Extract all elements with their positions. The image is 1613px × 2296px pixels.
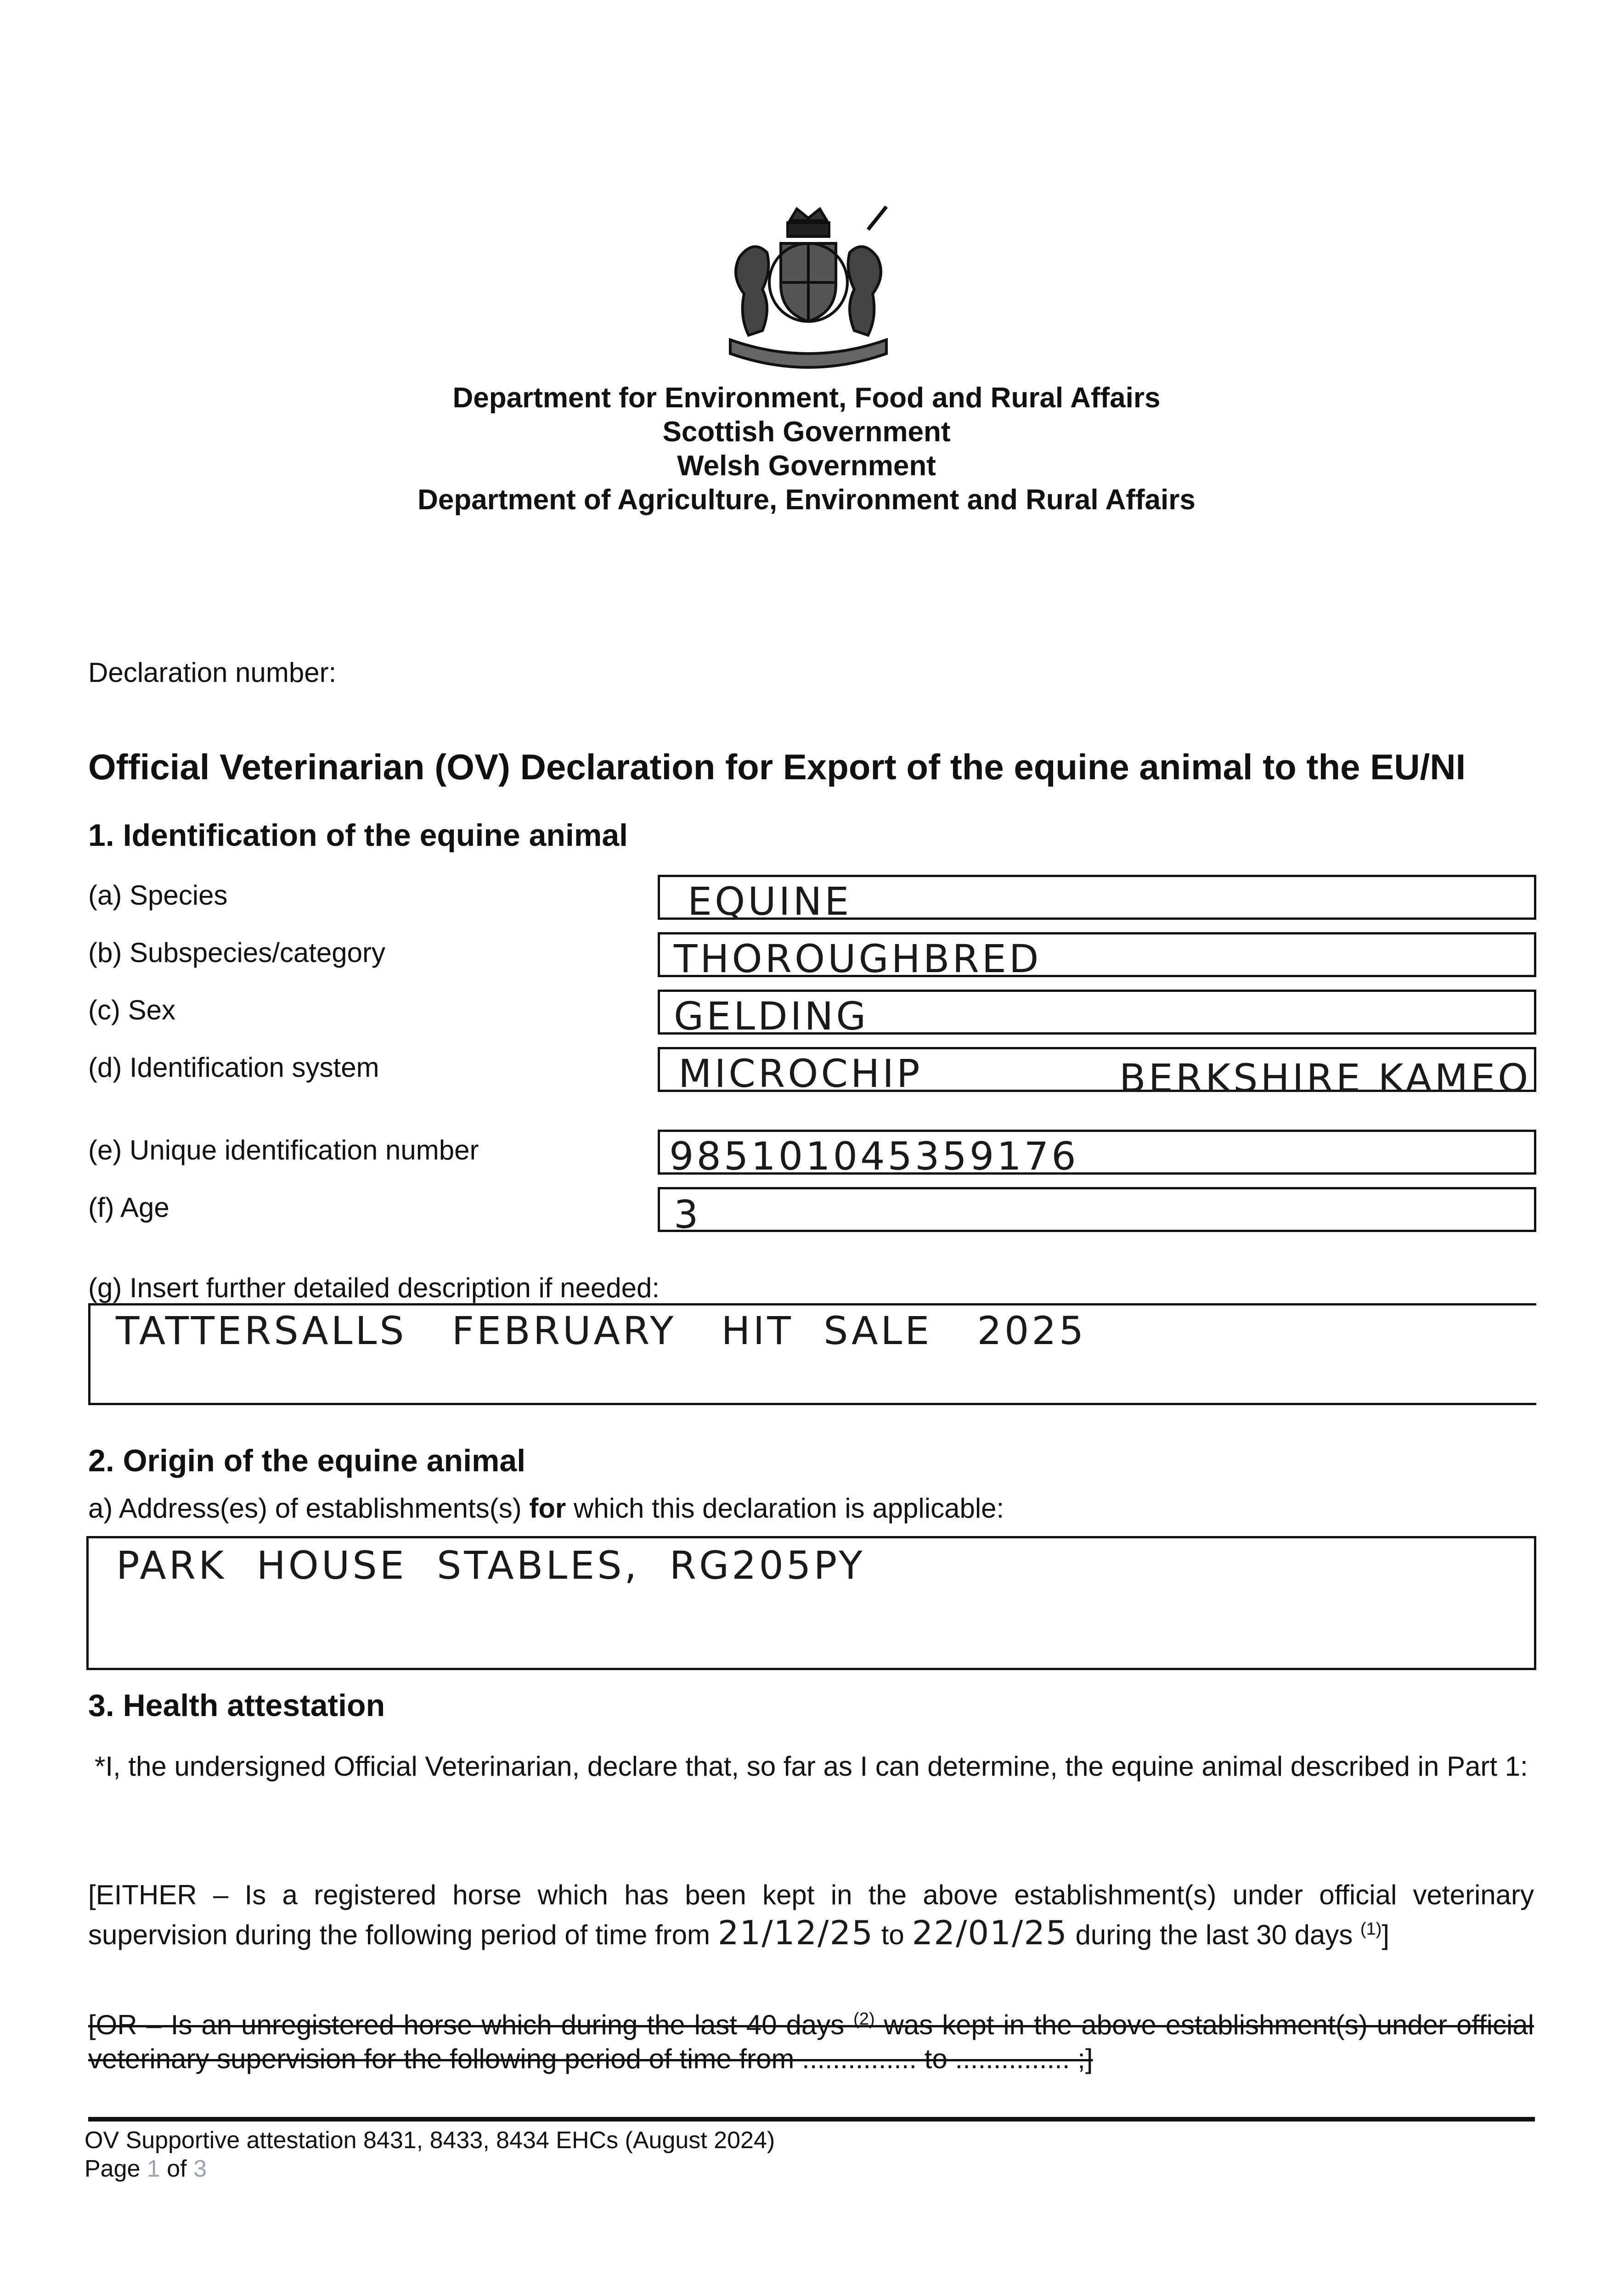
section-1-heading: 1. Identification of the equine animal (88, 818, 628, 853)
either-from-date: 21/12/25 (717, 1913, 874, 1952)
species-label: (a) Species (88, 880, 228, 911)
sex-label: (c) Sex (88, 995, 176, 1025)
species-field[interactable] (658, 875, 1536, 924)
either-clause (88, 1878, 1534, 1952)
either-to-date: 22/01/25 (912, 1913, 1068, 1952)
either-text: ] (1382, 1919, 1390, 1950)
further-description-label: (g) Insert further detailed description if needed: (88, 1272, 660, 1303)
health-intro: *I, the undersigned Official Veterinarian, declare that, so far as I can determine, the equine animal described in Part 1: (95, 1751, 1528, 1782)
subspecies-value: THOROUGHBRED (674, 936, 1042, 981)
subspecies-field[interactable] (658, 932, 1536, 981)
uid-field[interactable] (658, 1130, 1536, 1179)
page-of: of (160, 2155, 194, 2182)
either-text: to (874, 1919, 912, 1950)
section-2-heading: 2. Origin of the equine animal (88, 1443, 526, 1478)
royal-coat-of-arms-logo (712, 202, 905, 377)
or-text: was kept in the above establishment(s) under official veterinary supervision for the following period of time from ............... to ............... ;] (88, 2009, 1534, 2074)
or-text: [OR – Is an unregistered horse which during the last 40 days (88, 2009, 854, 2040)
age-field[interactable] (658, 1187, 1536, 1237)
sex-field[interactable] (658, 990, 1536, 1039)
document-title: Official Veterinarian (OV) Declaration for Export of the equine animal to the EU/NI (88, 747, 1466, 787)
page-total: 3 (193, 2155, 207, 2182)
age-value: 3 (674, 1192, 701, 1237)
page-current: 1 (147, 2155, 160, 2182)
footnote-ref: (1) (1360, 1919, 1382, 1939)
declaration-number-label: Declaration number: (88, 657, 337, 688)
address-label-text: a) Address(es) of establishments(s) (88, 1493, 530, 1524)
footnote-ref: (2) (853, 2009, 875, 2029)
species-value: EQUINE (688, 879, 852, 924)
department-line: Department for Environment, Food and Rural Affairs (452, 382, 1161, 414)
uid-value: 985101045359176 (669, 1134, 1079, 1179)
id-system-field[interactable] (658, 1047, 1536, 1101)
subspecies-label: (b) Subspecies/category (88, 937, 385, 968)
department-line: Scottish Government (662, 416, 951, 448)
department-headers (0, 381, 1613, 517)
further-description-value: TATTERSALLS FEBRUARY HIT SALE 2025 (116, 1308, 1087, 1353)
page-prefix: Page (85, 2155, 147, 2182)
further-description-field[interactable] (88, 1303, 1536, 1405)
page-indicator (85, 2155, 775, 2183)
footer-attestation: OV Supportive attestation 8431, 8433, 8434 EHCs (August 2024) (85, 2127, 775, 2154)
id-system-value: MICROCHIP (678, 1051, 923, 1096)
address-value: PARK HOUSE STABLES, RG205PY (116, 1543, 865, 1588)
address-field[interactable] (86, 1536, 1536, 1670)
footer-rule (88, 2117, 1535, 2122)
id-system-label: (d) Identification system (88, 1052, 379, 1083)
either-text: [EITHER – Is a registered horse which has been kept in the above establishment(s) under official veterinary supervision during the following period of time from (88, 1880, 1534, 1950)
footer (85, 2126, 775, 2183)
address-label-emphasis: for (529, 1493, 566, 1524)
id-system-value-secondary: BERKSHIRE KAMEO (1119, 1056, 1531, 1101)
address-label-text: which this declaration is applicable: (566, 1493, 1004, 1524)
either-text: during the last 30 days (1067, 1919, 1360, 1950)
uid-label: (e) Unique identification number (88, 1135, 479, 1165)
sex-value: GELDING (674, 994, 869, 1039)
department-line: Department of Agriculture, Environment and Rural Affairs (417, 484, 1196, 516)
age-label: (f) Age (88, 1192, 169, 1223)
address-label (88, 1492, 1004, 1524)
or-clause-struck (88, 2002, 1534, 2076)
department-line: Welsh Government (677, 450, 936, 482)
section-3-heading: 3. Health attestation (88, 1688, 385, 1723)
